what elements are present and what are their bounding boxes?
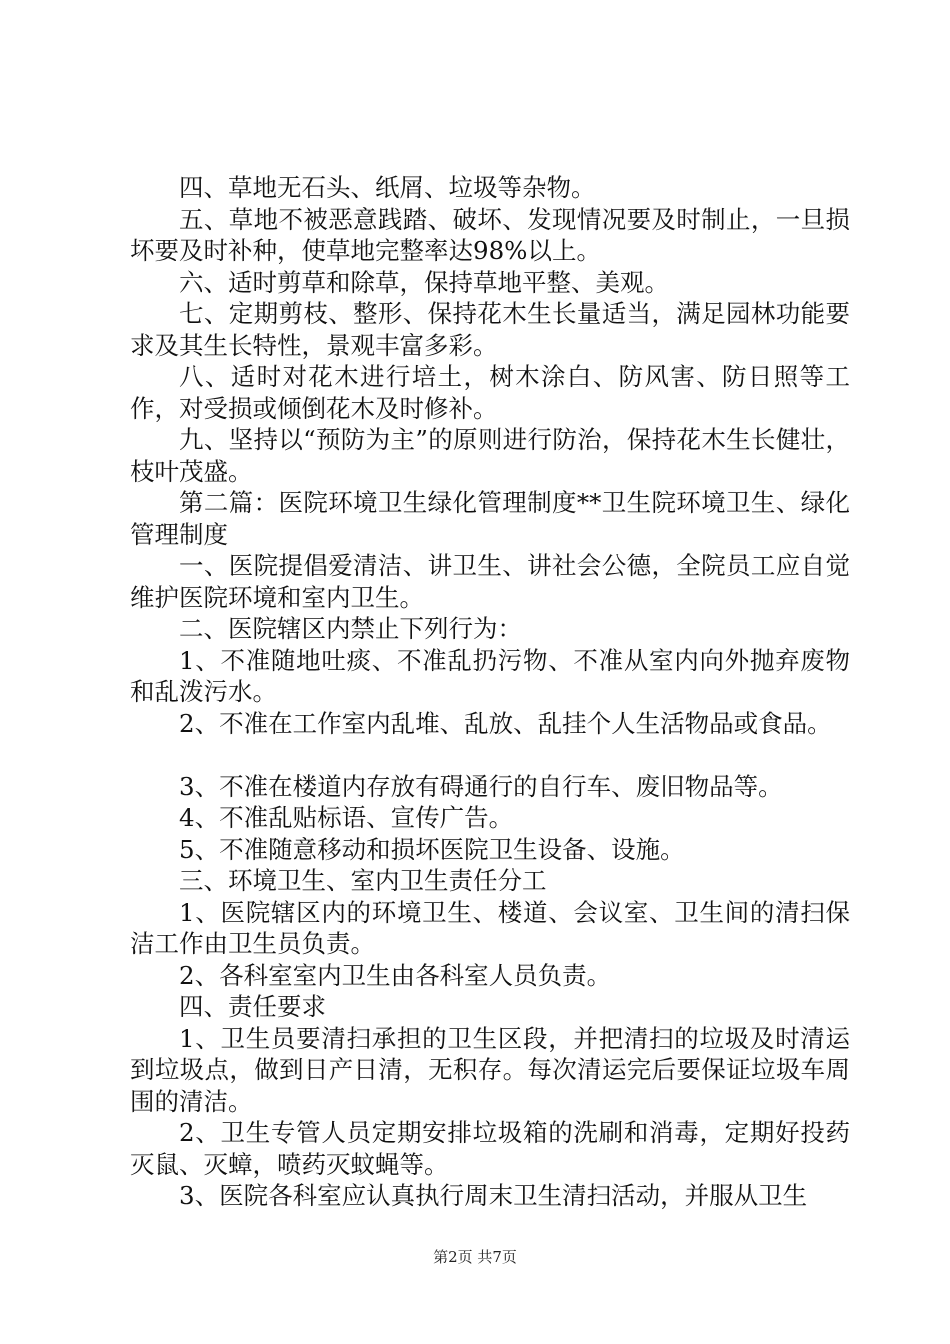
paragraph: 2、卫生专管人员定期安排垃圾箱的洗刷和消毒，定期好投药灭鼠、灭蟑，喷药灭蚊蝇等。: [130, 1118, 850, 1179]
document-body: [130, 172, 850, 1212]
section-heading: 第二篇：医院环境卫生绿化管理制度**卫生院环境卫生、绿化管理制度: [130, 488, 850, 549]
paragraph: 九、坚持以“预防为主”的原则进行防治，保持花木生长健壮，枝叶茂盛。: [130, 425, 850, 486]
paragraph: 六、适时剪草和除草，保持草地平整、美观。: [179, 267, 669, 297]
paragraph: 一、医院提倡爱清洁、讲卫生、讲社会公德，全院员工应自觉维护医院环境和室内卫生。: [130, 551, 850, 612]
paragraph: 3、不准在楼道内存放有碍通行的自行车、废旧物品等。: [179, 771, 783, 801]
page-number-footer: 第2页 共7页: [433, 1248, 517, 1266]
paragraph: 1、医院辖区内的环境卫生、楼道、会议室、卫生间的清扫保洁工作由卫生员负责。: [130, 897, 850, 958]
paragraph: 四、草地无石头、纸屑、垃圾等杂物。: [179, 173, 596, 202]
paragraph: 2、不准在工作室内乱堆、乱放、乱挂个人生活物品或食品。: [179, 708, 832, 738]
paragraph: 1、卫生员要清扫承担的卫生区段，并把清扫的垃圾及时清运到垃圾点，做到日产日清，无积存。每次清运完后要保证垃圾车周围的清洁。: [130, 1023, 850, 1116]
paragraph: 八、适时对花木进行培土，树木涂白、防风害、防日照等工作，对受损或倾倒花木及时修补。: [130, 362, 850, 423]
paragraph: 二、医院辖区内禁止下列行为：: [179, 614, 522, 643]
paragraph: 三、环境卫生、室内卫生责任分工: [179, 866, 547, 895]
paragraph: 五、草地不被恶意践踏、破坏、发现情况要及时制止，一旦损坏要及时补种，使草地完整率达98%以上。: [130, 204, 850, 265]
paragraph: 3、医院各科室应认真执行周末卫生清扫活动，并服从卫生: [179, 1181, 808, 1210]
paragraph: 1、不准随地吐痰、不准乱扔污物、不准从室内向外抛弃废物和乱泼污水。: [130, 645, 850, 706]
blank-line: [130, 739, 850, 771]
paragraph: 2、各科室室内卫生由各科室人员负责。: [179, 960, 612, 990]
paragraph: 七、定期剪枝、整形、保持花木生长量适当，满足园林功能要求及其生长特性，景观丰富多彩。: [130, 299, 850, 360]
paragraph: 4、不准乱贴标语、宣传广告。: [179, 803, 514, 832]
paragraph: 四、责任要求: [179, 992, 326, 1021]
paragraph: 5、不准随意移动和损坏医院卫生设备、设施。: [179, 834, 685, 864]
